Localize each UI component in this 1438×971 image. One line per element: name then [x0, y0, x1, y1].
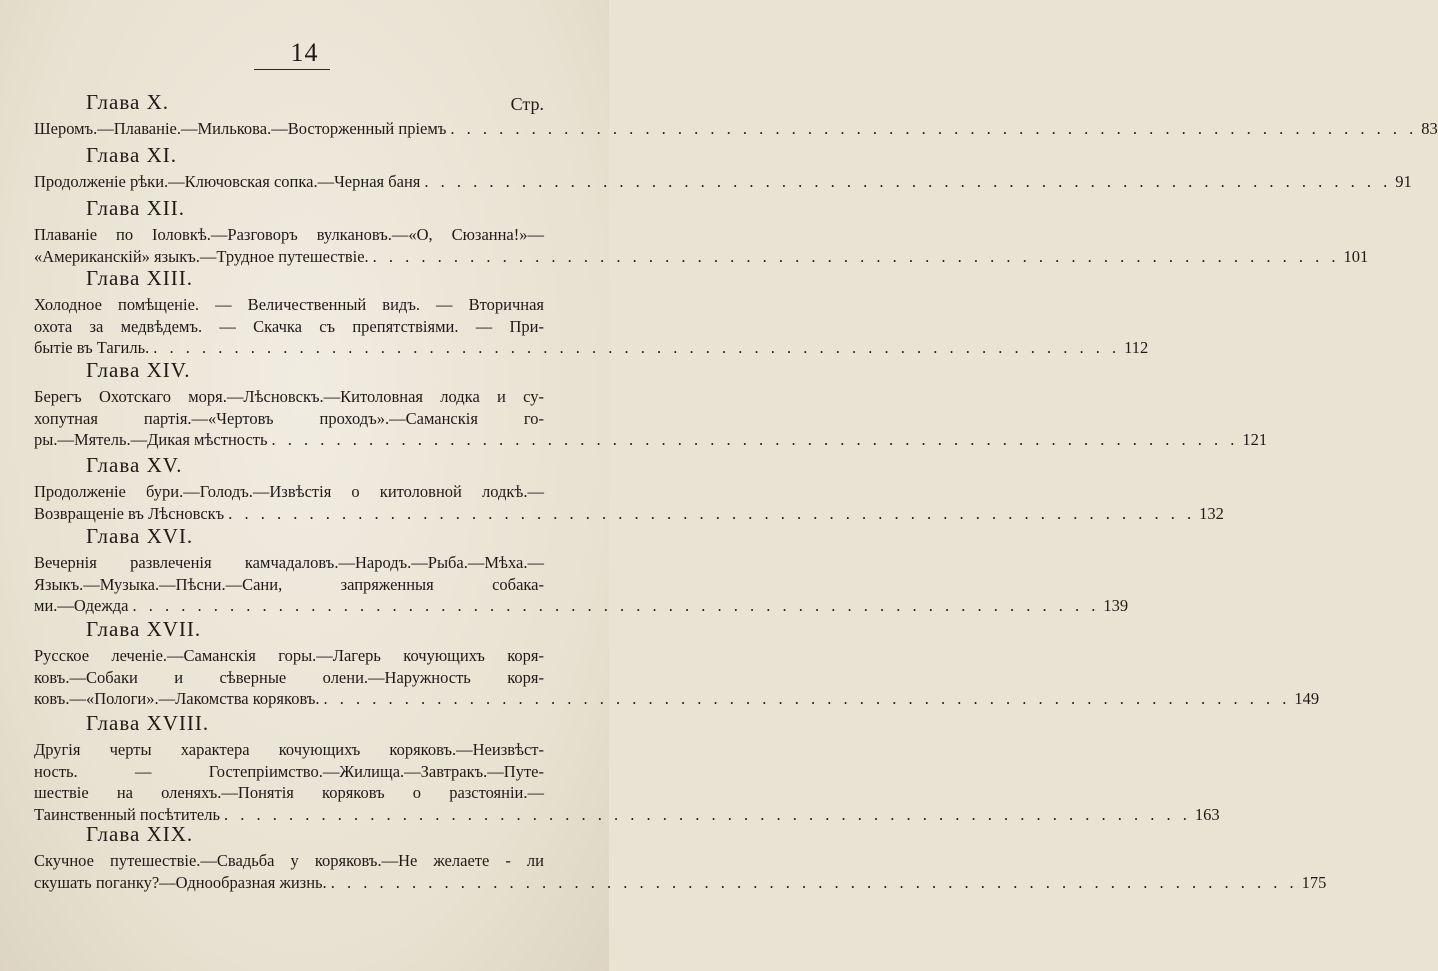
chapter-summary [34, 294, 1149, 359]
chapter-page-number: 139 [1103, 596, 1129, 615]
summary-text: Русское леченіе.—Саманскія горы.—Лагерь кочующихъ коря- [34, 646, 544, 665]
chapter-entry [34, 453, 1224, 524]
chapter-heading-row [34, 711, 544, 733]
chapter-entry [34, 711, 1220, 825]
summary-text: Вечернія развлеченія камчадаловъ.—Народъ.—Рыба.—Мѣха.— [34, 553, 544, 572]
summary-text: хопутная партія.—«Чертовъ проходъ».—Саманскія го- [34, 408, 544, 428]
summary-line [34, 316, 544, 338]
chapter-title: Глава XVIII. [86, 711, 210, 735]
chapter-heading-row [34, 617, 544, 639]
dot-leader: . . . . . . . . . . . . . . . . . . . . . . . . . . . . . . . . . . . . . . . . . . . . . . . . . . . . . . . . . . . . [330, 872, 1298, 892]
dot-leader: . . . . . . . . . . . . . . . . . . . . . . . . . . . . . . . . . . . . . . . . . . . . . . . . . . . . . . . . . . . . [271, 430, 1239, 449]
dot-leader: . . . . . . . . . . . . . . . . . . . . . . . . . . . . . . . . . . . . . . . . . . . . . . . . . . . . . . . . . . . . [450, 119, 1418, 138]
chapter-heading-row [34, 822, 544, 844]
summary-text: скушать поганку?—Однообразная жизнь. [34, 872, 327, 892]
chapter-summary [34, 739, 1220, 825]
summary-line [34, 645, 544, 667]
chapter-title: Глава XIX. [86, 822, 194, 846]
summary-line [34, 782, 544, 804]
chapter-entry [34, 90, 1438, 140]
dot-leader: . . . . . . . . . . . . . . . . . . . . . . . . . . . . . . . . . . . . . . . . . . . . . . . . . . . . . . . . . . . . [224, 804, 1191, 824]
chapter-heading-row [34, 266, 544, 288]
summary-text: Холодное помѣщеніе. — Величественный видъ. — Вторичная [34, 295, 544, 314]
summary-text: Таинственный посѣтитель [34, 804, 221, 824]
summary-text: Языкъ.—Музыка.—Пѣсни.—Сани, запряженныя собака- [34, 574, 544, 594]
chapter-summary [34, 481, 1224, 524]
summary-text: Продолженіе рѣки.—Ключовская сопка.—Черная баня [34, 172, 421, 191]
summary-text: ковъ.—«Пологи».—Лакомства коряковъ. [34, 689, 320, 708]
summary-text: Продолженіе бури.—Голодъ.—Извѣстія о китоловной лодкѣ.— [34, 482, 544, 501]
chapter-title: Глава XIV. [86, 358, 191, 382]
chapter-page-number: 132 [1199, 503, 1224, 523]
summary-text: Другія черты характера кочующихъ коряковъ.—Неизвѣст- [34, 740, 544, 759]
summary-text: охота за медвѣдемъ. — Скачка съ препятствіями. — При- [34, 316, 544, 336]
chapter-entry [34, 358, 1268, 451]
page-number-rule [254, 69, 330, 70]
chapter-entry [34, 617, 1320, 710]
dot-leader: . . . . . . . . . . . . . . . . . . . . . . . . . . . . . . . . . . . . . . . . . . . . . . . . . . . . . . . . . . . . [153, 338, 1121, 357]
summary-line [34, 386, 544, 408]
chapter-heading-row [34, 524, 544, 546]
summary-line [34, 552, 544, 574]
summary-text: «Американскій» языкъ.—Трудное путешествіе. [34, 246, 369, 266]
chapter-entry [34, 822, 1327, 893]
summary-last-line [34, 595, 1129, 617]
chapter-heading-row [34, 90, 544, 112]
summary-last-line [34, 688, 1320, 710]
chapter-summary [34, 386, 1268, 451]
summary-text: Возвращеніе въ Лѣсновскъ [34, 503, 225, 523]
summary-last-line [34, 337, 1149, 359]
chapter-summary [34, 118, 1438, 140]
chapter-page-number: 101 [1343, 246, 1369, 266]
dot-leader: . . . . . . . . . . . . . . . . . . . . . . . . . . . . . . . . . . . . . . . . . . . . . . . . . . . . . . . . . . . . [424, 172, 1392, 191]
summary-text: ковъ.—Собаки и сѣверные олени.—Наружность коря- [34, 667, 544, 687]
chapter-entry [34, 266, 1149, 359]
dot-leader: . . . . . . . . . . . . . . . . . . . . . . . . . . . . . . . . . . . . . . . . . . . . . . . . . . . . . . . . . . . . [372, 246, 1340, 266]
summary-line [34, 294, 544, 316]
dot-leader: . . . . . . . . . . . . . . . . . . . . . . . . . . . . . . . . . . . . . . . . . . . . . . . . . . . . . . . . . . . . [228, 503, 1196, 523]
chapter-title: Глава XV. [86, 453, 183, 477]
chapter-title: Глава XVI. [86, 524, 194, 548]
summary-text: Плаваніе по Іоловкѣ.—Разговоръ вулкановъ.—«О, Сюзанна!»— [34, 225, 544, 244]
summary-line [34, 574, 544, 596]
chapter-summary [34, 552, 1129, 617]
chapter-summary [34, 850, 1327, 893]
chapter-summary [34, 171, 1412, 193]
summary-text: Скучное путешествіе.—Свадьба у коряковъ.—Не желаете - ли [34, 851, 544, 870]
summary-text: Берегъ Охотскаго моря.—Лѣсновскъ.—Китоловная лодка и су- [34, 387, 544, 406]
summary-text: Шеромъ.—Плаваніе.—Милькова.—Восторженный пріемъ [34, 119, 447, 138]
chapter-heading-row [34, 453, 544, 475]
chapter-title: Глава XII. [86, 196, 185, 220]
chapter-heading-row [34, 196, 544, 218]
chapter-page-number: 83 [1421, 119, 1438, 138]
summary-line [34, 761, 544, 783]
summary-text: ры.—Мятель.—Дикая мѣстность [34, 430, 268, 449]
summary-last-line [34, 246, 1369, 268]
chapter-title: Глава X. [86, 90, 169, 114]
chapter-page-number: 121 [1242, 430, 1268, 449]
summary-line [34, 667, 544, 689]
page-number: 14 [290, 38, 319, 67]
dot-leader: . . . . . . . . . . . . . . . . . . . . . . . . . . . . . . . . . . . . . . . . . . . . . . . . . . . . . . . . . . . . [323, 689, 1291, 708]
chapter-title: Глава XI. [86, 143, 177, 167]
summary-line [34, 224, 544, 246]
chapter-page-number: 175 [1301, 872, 1327, 892]
summary-last-line [34, 429, 1268, 451]
chapter-heading-row [34, 358, 544, 380]
summary-line [34, 481, 544, 503]
chapter-entry [34, 143, 1412, 193]
summary-text: ми.—Одежда [34, 596, 129, 615]
summary-line [34, 739, 544, 761]
chapter-title: Глава XIII. [86, 266, 193, 290]
summary-last-line [34, 118, 1438, 140]
summary-last-line [34, 171, 1412, 193]
summary-text: ность. — Гостепріимство.—Жилища.—Завтракъ.—Путе- [34, 761, 544, 781]
chapter-heading-row [34, 143, 544, 165]
summary-line [34, 850, 544, 872]
summary-line [34, 408, 544, 430]
chapter-summary [34, 645, 1320, 710]
chapter-page-number: 149 [1294, 689, 1320, 708]
summary-text: бытіе въ Тагиль. [34, 338, 150, 357]
chapter-page-number: 91 [1395, 172, 1412, 191]
summary-last-line [34, 872, 1327, 894]
summary-text: шествіе на оленяхъ.—Понятія коряковъ о разстояніи.— [34, 783, 544, 802]
chapter-page-number: 163 [1194, 804, 1220, 824]
chapter-entry [34, 524, 1129, 617]
dot-leader: . . . . . . . . . . . . . . . . . . . . . . . . . . . . . . . . . . . . . . . . . . . . . . . . . . . . . . . . . . . . [132, 596, 1100, 615]
chapter-title: Глава XVII. [86, 617, 202, 641]
summary-last-line [34, 503, 1224, 525]
chapter-page-number: 112 [1124, 338, 1149, 357]
chapter-summary [34, 224, 1369, 267]
page-column-label: Стр. [510, 94, 544, 114]
chapter-entry [34, 196, 1369, 267]
